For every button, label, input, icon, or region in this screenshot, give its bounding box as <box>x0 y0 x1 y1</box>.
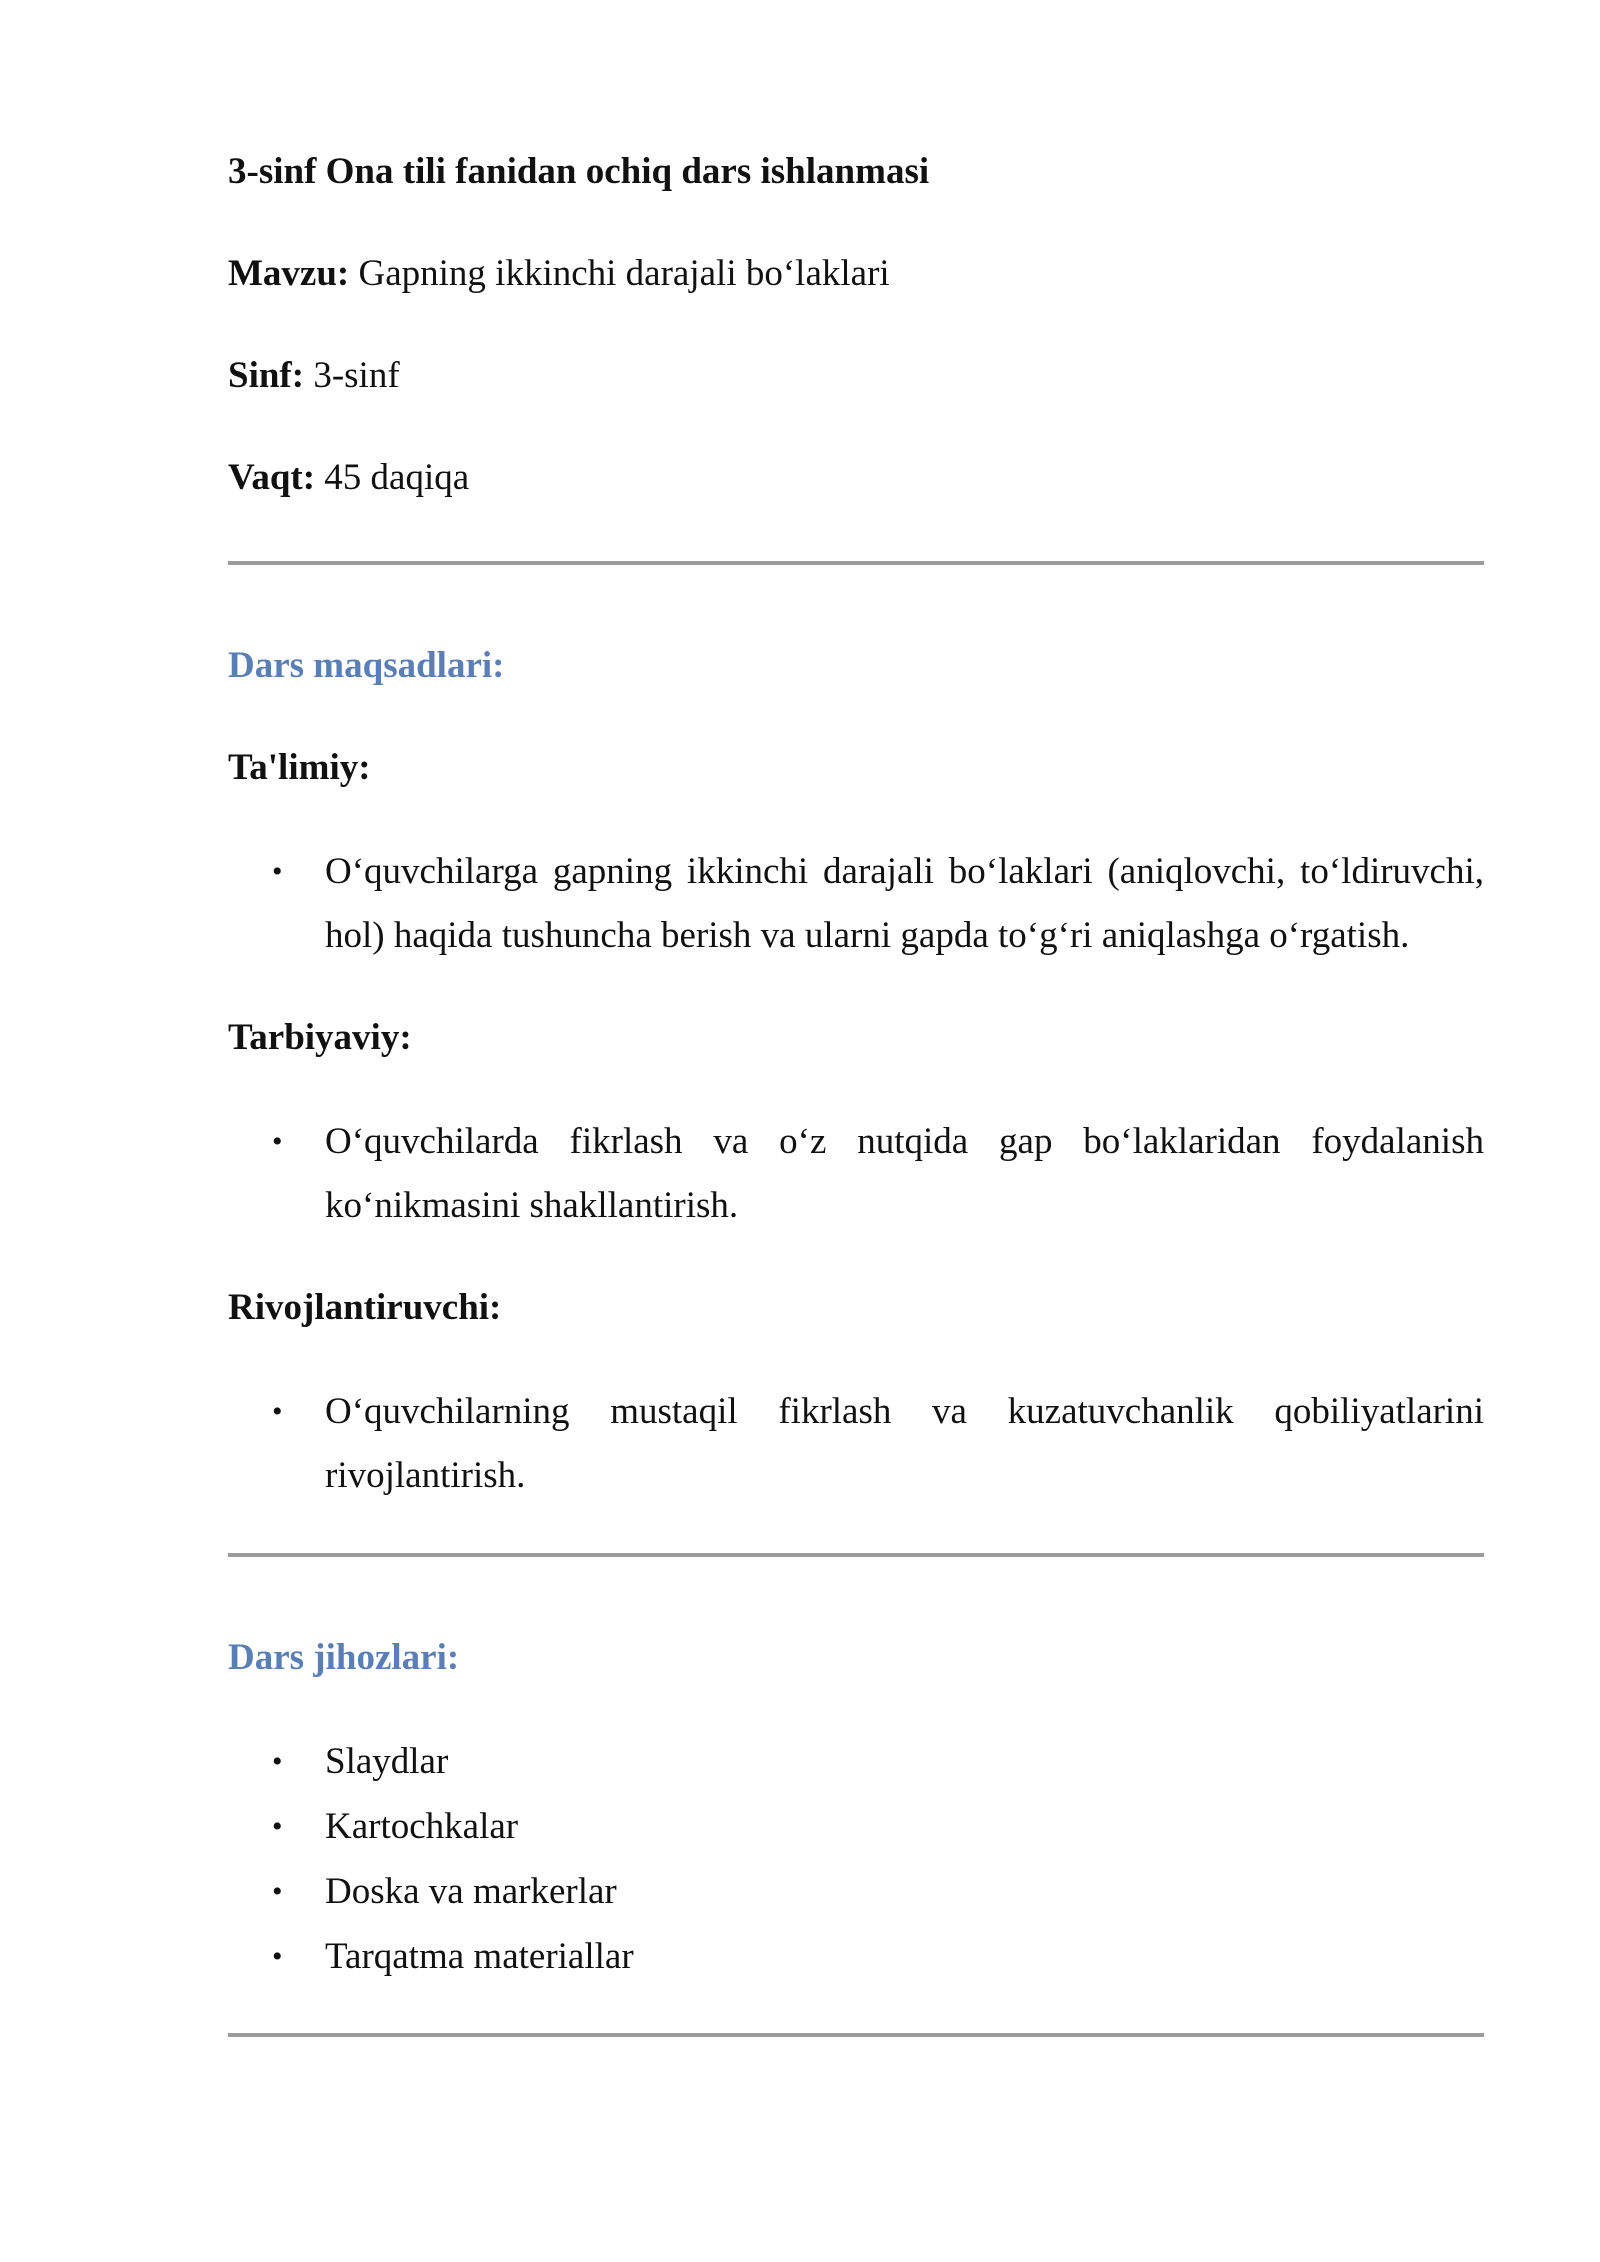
list-item <box>228 1795 1484 1860</box>
meta-mavzu <box>228 252 890 295</box>
meta-sinf-label: Sinf: <box>228 355 305 396</box>
document-title: 3-sinf Ona tili fanidan ochiq dars ishlanmasi <box>228 151 930 192</box>
meta-vaqt-label: Vaqt: <box>228 457 316 498</box>
subheading-talimiy: Ta'limiy: <box>228 747 371 788</box>
bullet-icon: • <box>272 1125 283 1158</box>
meta-vaqt <box>228 456 469 499</box>
bullet-text: O‘quvchilarning mustaqil fikrlash va kuzatuvchanlik qobiliyatlarini rivojlantirish. <box>325 1391 1484 1496</box>
equipment-list <box>228 1730 1484 1990</box>
section-heading-goals: Dars maqsadlari: <box>228 645 505 686</box>
list-item-label: Doska va markerlar <box>325 1871 617 1912</box>
bullet-icon: • <box>272 1810 283 1843</box>
meta-mavzu-value: Gapning ikkinchi darajali bo‘laklari <box>349 253 890 294</box>
meta-sinf <box>228 354 400 397</box>
subheading-tarbiyaviy: Tarbiyaviy: <box>228 1017 412 1058</box>
list-item <box>228 1730 1484 1795</box>
meta-vaqt-value: 45 daqiqa <box>315 457 470 498</box>
list-item <box>228 1860 1484 1925</box>
horizontal-divider <box>228 1553 1484 1557</box>
bullet-icon: • <box>272 855 283 888</box>
horizontal-divider <box>228 2033 1484 2037</box>
list-item-label: Slaydlar <box>325 1741 449 1782</box>
meta-mavzu-label: Mavzu: <box>228 253 350 294</box>
bullet-icon: • <box>272 1875 283 1908</box>
section-heading-equipment: Dars jihozlari: <box>228 1637 460 1678</box>
bullet-icon: • <box>272 1395 283 1428</box>
bullet-text: O‘quvchilarda fikrlash va o‘z nutqida gap bo‘laklaridan foydalanish ko‘nikmasini shakllantirish. <box>325 1121 1484 1226</box>
list-item <box>228 1925 1484 1990</box>
meta-sinf-value: 3-sinf <box>304 355 400 396</box>
subheading-rivojlantiruvchi: Rivojlantiruvchi: <box>228 1287 502 1328</box>
bullet-text: O‘quvchilarga gapning ikkinchi darajali bo‘laklari (aniqlovchi, to‘ldiruvchi, hol) haqida tushuncha berish va ularni gapda to‘g‘ri aniqlashga o‘rgatish. <box>325 851 1484 956</box>
horizontal-divider <box>228 561 1484 565</box>
bullet-icon: • <box>272 1745 283 1778</box>
list-item-label: Kartochkalar <box>325 1806 519 1847</box>
list-item-label: Tarqatma materiallar <box>325 1936 634 1977</box>
bullet-icon: • <box>272 1940 283 1973</box>
